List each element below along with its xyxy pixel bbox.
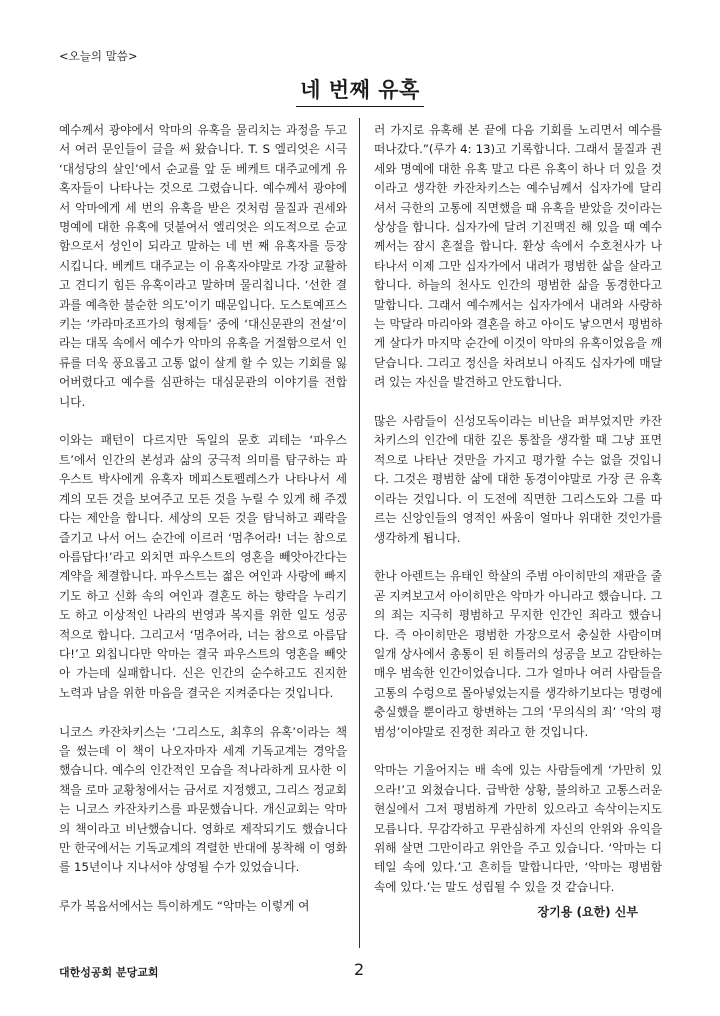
- paragraph: 한나 아렌트는 유태인 학살의 주범 아이히만의 재판을 줄곧 지켜보고서 아이히만은 악마가 아니라고 했습니다. 그의 죄는 지극히 평범하고 무지한 인간인 죄라고 했습니다. 즉 아이히만은 평범한 가장으로서 충실한 사람이며 일개 상사에서 총통이 된 히틀러의 성공을 보고 감탄하는 매우 범속한 인간이었습니다. 그가 얼마나 여러 사람들을 고통의 수렁으로 몰아넣었는지를 생각하기보다는 명령에 충실했을 뿐이라고 항변하는 그의 ‘무의식의 죄’ ‘악의 평범성’이야말로 진정한 죄라고 한 것입니다.: [374, 569, 662, 739]
- page-title: 네 번째 유혹: [296, 74, 424, 107]
- column-divider: [359, 118, 360, 948]
- title-container: [0, 74, 720, 107]
- paragraph: 루가 복음서에서는 특이하게도 “악마는 이렇게 여: [59, 899, 310, 914]
- left-column: [59, 121, 347, 917]
- paragraph: 러 가지로 유혹해 본 끝에 다음 기회를 노리면서 예수를 떠나갔다.”(루가 4: 13)고 기록합니다. 그래서 물질과 권세와 명예에 대한 유혹 말고 다른 유혹이 하나 더 있을 것이라고 생각한 카잔차키스는 예수님께서 십자가에 달리셔서 극한의 고통에 직면했을 때 유혹을 받았을 것이라는 상상을 합니다. 십자가에 달려 기진맥진 해 있을 때 예수께서는 잠시 혼절을 합니다. 환상 속에서 수호천사가 나타나서 이제 그만 십자가에서 내려가 평범한 삶을 살라고 합니다. 하늘의 천사도 인간의 평범한 삶을 동경한다고 말합니다. 그래서 예수께서는 십자가에서 내려와 사랑하는 막달라 마리아와 결혼을 하고 아이도 낳으면서 평범하게 살다가 마지막 순간에 이것이 악마의 유혹이었음을 깨닫습니다. 그리고 정신을 차려보니 아직도 십자가에 매달려 있는 자신을 발견하고 안도합니다.: [374, 123, 662, 390]
- section-label: <오늘의 말씀>: [59, 49, 138, 63]
- author-signature: 장기용 (요한) 신부: [537, 905, 638, 920]
- church-name: 대한성공회 분당교회: [59, 966, 159, 979]
- paragraph: 니코스 카잔차키스는 ‘그리스도, 최후의 유혹’이라는 책을 썼는데 이 책이 나오자마자 세계 기독교계는 경악을 했습니다. 예수의 인간적인 모습을 적나라하게 묘사한 이 책을 로마 교황청에서는 금서로 지정했고, 그리스 정교회는 니코스 카잔차키스를 파문했습니다. 개신교회는 악마의 책이라고 비난했습니다. 영화로 제작되기도 했습니다만 한국에서는 기독교계의 격렬한 반대에 봉착해 이 영화를 15년이나 지나서야 상영될 수가 있었습니다.: [59, 724, 347, 875]
- page-number: 2: [354, 960, 365, 979]
- paragraph: 예수께서 광야에서 악마의 유혹을 물리치는 과정을 두고서 여러 문인들이 글을 써 왔습니다. T. S 엘리엇은 시극 ‘대성당의 살인’에서 순교를 앞 둔 베케트 대주교에게 유혹자들이 나타나는 것으로 그렸습니다. 예수께서 광야에서 악마에게 세 번의 유혹을 받은 것처럼 물질과 권세와 명예에 대한 유혹에 덧붙여서 엘리엇은 의도적으로 순교함으로서 성인이 되라고 말하는 네 번 째 유혹자를 등장시킵니다. 베케트 대주교는 이 유혹자야말로 가장 교활하고 견디기 힘든 유혹이라고 말하며 물리칩니다. ‘선한 결과를 예측한 불순한 의도’이기 때문입니다. 도스토예프스키는 ‘카라마조프가의 형제들’ 중에 ‘대신문관의 전설’이라는 대목 속에서 예수가 악마의 유혹을 거절함으로서 인류를 더욱 풍요롭고 고통 없이 살게 할 수 있는 기회를 잃어버렸다고 예수를 심판하는 대심문관의 이야기를 전합니다.: [59, 123, 347, 409]
- paragraph: 많은 사람들이 신성모독이라는 비난을 퍼부었지만 카잔차키스의 인간에 대한 깊은 통찰을 생각할 때 그냥 표면적으로 나타난 것만을 가지고 평가할 수는 없을 것입니다. 그것은 평범한 삶에 대한 동경이야말로 가장 큰 유혹이라는 것입니다. 이 도전에 직면한 그리스도와 그를 따르는 신앙인들의 영적인 싸움이 얼마나 위대한 것인가를 생각하게 됩니다.: [374, 414, 662, 545]
- paragraph: 악마는 기울어지는 배 속에 있는 사람들에게 ‘가만히 있으라!’고 외쳤습니다. 급박한 상황, 불의하고 고통스러운 현실에서 그저 평범하게 가만히 있으라고 속삭이는지도 모릅니다. 무감각하고 무관심하게 자신의 안위와 유익을 위해 살면 그만이라고 위안을 주고 있습니다. ‘악마는 디테일 속에 있다.’고 흔히들 말합니다만, ‘악마는 평범함 속에 있다.’는 말도 성립될 수 있을 것 같습니다.: [374, 763, 662, 894]
- paragraph: 이와는 패턴이 다르지만 독일의 문호 괴테는 ‘파우스트’에서 인간의 본성과 삶의 궁극적 의미를 탐구하는 파우스트 박사에게 유혹자 메피스토펠레스가 나타나서 세계의 모든 것을 보여주고 모든 것을 누릴 수 있게 해 주겠다는 제안을 합니다. 세상의 모든 것을 탐닉하고 쾌락을 즐기고 나서 어느 순간에 이르러 ‘멈추어라! 너는 참으로 아름답다!’라고 외치면 파우스트의 영혼을 빼앗아간다는 계약을 체결합니다. 파우스트는 젊은 여인과 사랑에 빠지기도 하고 신화 속의 여인과 결혼도 하는 향락을 누리기도 하고 이상적인 나라의 번영과 복지를 위한 일도 성공적으로 합니다. 그리고서 ‘멈추어라, 너는 참으로 아름답다!’고 외칩니다만 악마는 결국 파우스트의 영혼을 빼앗아 가는데 실패합니다. 신은 인간의 순수하고도 진지한 노력과 남을 위한 마음을 결국은 지켜준다는 것입니다.: [59, 433, 347, 700]
- right-column: [374, 121, 662, 923]
